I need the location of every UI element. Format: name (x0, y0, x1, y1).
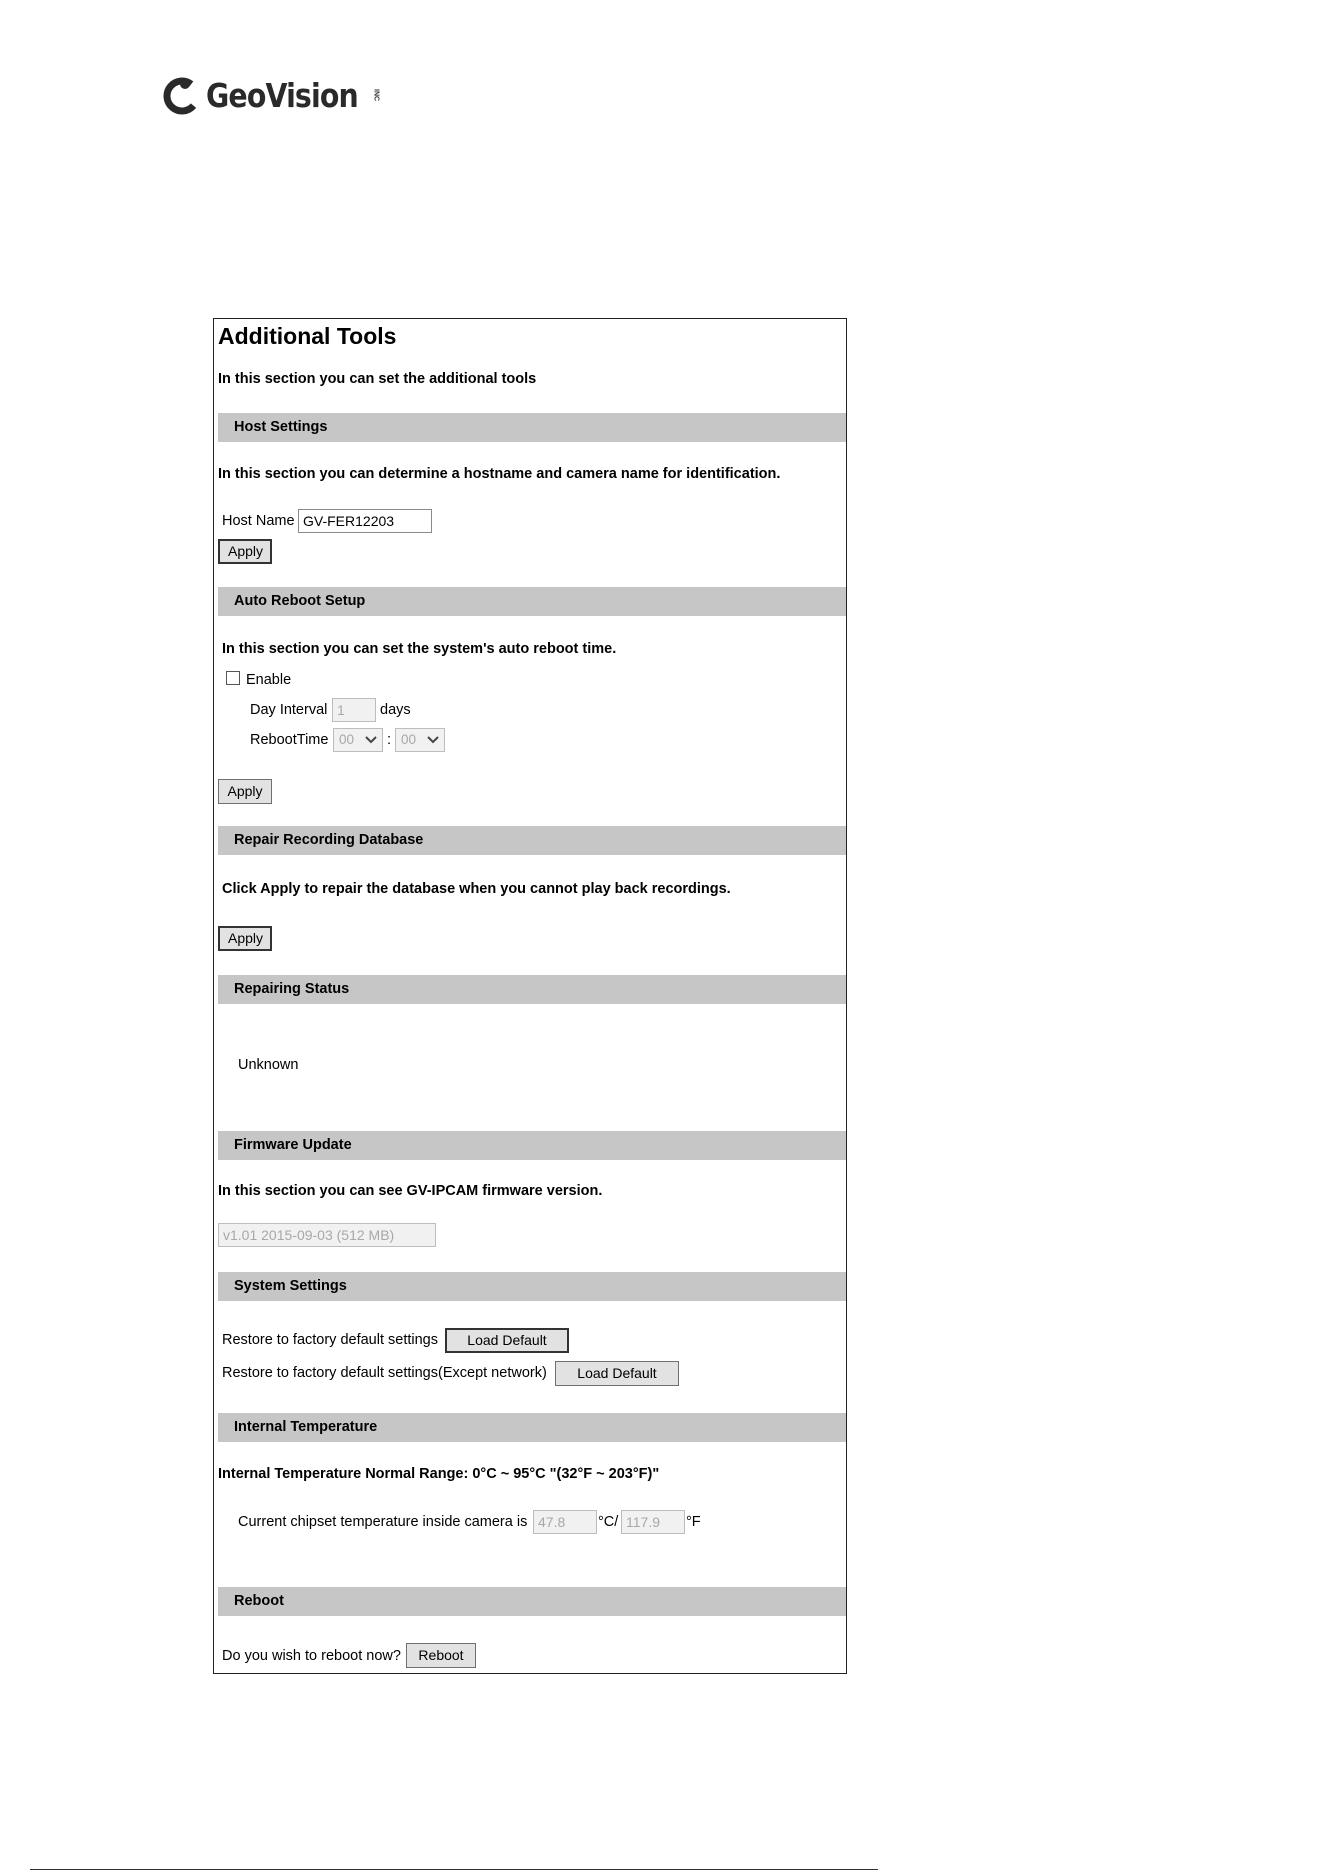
auto-reboot-apply-button[interactable]: Apply (218, 779, 272, 804)
host-settings-description: In this section you can determine a hostname and camera name for identification. (218, 466, 781, 482)
page-title: Additional Tools (218, 323, 397, 349)
day-interval-input[interactable] (332, 698, 376, 722)
reboot-button[interactable]: Reboot (406, 1643, 476, 1668)
geovision-logo (162, 72, 380, 118)
reboot-hour-select[interactable] (333, 728, 383, 752)
enable-checkbox[interactable] (226, 671, 240, 685)
repair-database-apply-button[interactable]: Apply (218, 926, 272, 951)
section-header-auto-reboot: Auto Reboot Setup (218, 587, 846, 616)
days-unit-label: days (380, 702, 411, 718)
celsius-unit-label: °C/ (598, 1514, 619, 1530)
host-name-label: Host Name (222, 513, 295, 529)
page-intro: In this section you can set the additional tools (218, 371, 537, 387)
load-default-button[interactable]: Load Default (445, 1328, 569, 1353)
firmware-description: In this section you can see GV-IPCAM firmware version. (218, 1183, 603, 1199)
reboot-minute-select[interactable] (395, 728, 445, 752)
reboot-minute-value: 00 (401, 732, 417, 747)
section-header-reboot: Reboot (218, 1587, 846, 1616)
section-header-repair-database: Repair Recording Database (218, 826, 846, 855)
reboot-time-label: RebootTime (250, 732, 329, 748)
repairing-status-text: Unknown (238, 1057, 299, 1073)
load-default-except-network-button[interactable]: Load Default (555, 1361, 679, 1386)
reboot-question: Do you wish to reboot now? (222, 1648, 401, 1664)
host-name-input[interactable] (298, 509, 432, 533)
fahrenheit-unit-label: °F (686, 1514, 701, 1530)
logo-inc: INC (372, 88, 380, 102)
restore-default-label: Restore to factory default settings (222, 1332, 438, 1348)
current-temperature-label: Current chipset temperature inside camera is (238, 1514, 528, 1530)
geovision-logo-icon (162, 75, 202, 115)
restore-default-except-network-label: Restore to factory default settings(Except network) (222, 1365, 547, 1381)
fahrenheit-temperature-field (621, 1510, 685, 1534)
firmware-version-field (218, 1223, 436, 1247)
section-header-system-settings: System Settings (218, 1272, 846, 1301)
section-header-host-settings: Host Settings (218, 413, 846, 442)
repair-database-description: Click Apply to repair the database when you cannot play back recordings. (222, 881, 731, 897)
time-separator: : (387, 732, 392, 748)
section-header-firmware-update: Firmware Update (218, 1131, 846, 1160)
host-settings-apply-button[interactable]: Apply (218, 539, 272, 564)
day-interval-label: Day Interval (250, 702, 328, 718)
celsius-temperature-field (533, 1510, 597, 1534)
enable-label: Enable (246, 672, 292, 688)
temperature-normal-range: Internal Temperature Normal Range: 0°C ~ 95°C "(32°F ~ 203°F)" (218, 1466, 660, 1482)
additional-tools-panel (213, 318, 847, 1674)
reboot-hour-value: 00 (339, 732, 355, 747)
logo-text: GeoVision (206, 75, 358, 115)
auto-reboot-description: In this section you can set the system's auto reboot time. (222, 641, 617, 657)
chevron-down-icon (426, 729, 440, 751)
footer-divider (30, 1869, 878, 1870)
chevron-down-icon (364, 729, 378, 751)
section-header-repairing-status: Repairing Status (218, 975, 846, 1004)
section-header-internal-temperature: Internal Temperature (218, 1413, 846, 1442)
